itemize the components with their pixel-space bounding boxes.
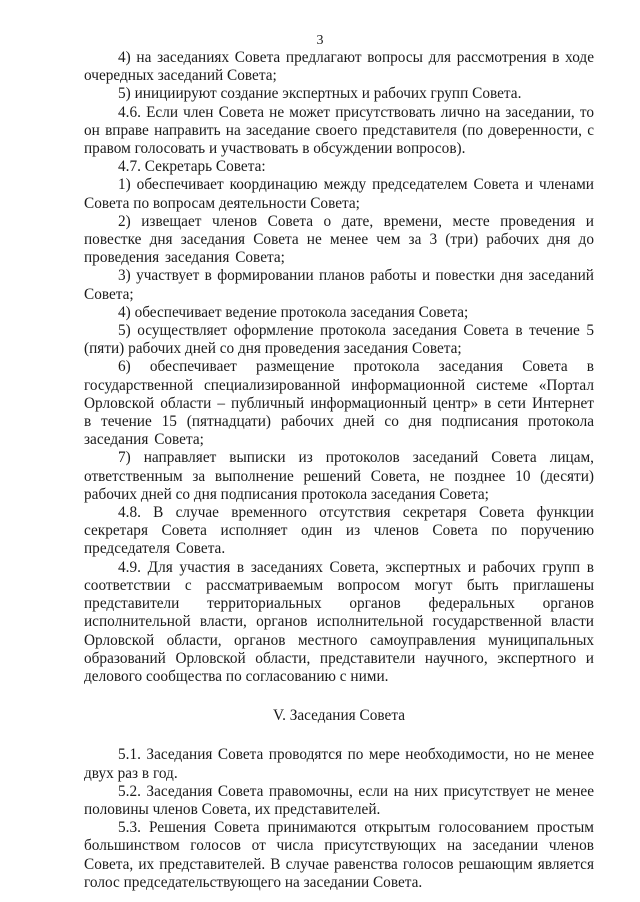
clause-4-6: 4.6. Если член Совета не может присутствовать лично на заседании, то он вправе направить на заседание своего представителя (по доверенности, с правом голосовать и участвовать в обсуждении вопросов). (84, 103, 594, 158)
secretary-duty-3: 3) участвует в формировании планов работы и повестки дня заседаний Совета; (84, 267, 594, 303)
clause-5-1: 5.1. Заседания Совета проводятся по мере необходимости, но не менее двух раз в год. (84, 746, 594, 782)
section-heading: V. Заседания Совета (273, 707, 405, 725)
secretary-duty-2: 2) извещает членов Совета о дате, времени, месте проведения и повестке дня заседания Совета не менее чем за 3 (три) рабочих дня до проведения заседания Совета; (84, 212, 594, 267)
page-number: 3 (316, 33, 324, 48)
clause-4-9: 4.9. Для участия в заседаниях Совета, экспертных и рабочих групп в соответствии с рассматриваемым вопросом могут быть приглашены представители территориальных органов федеральных органов исполнительной власти, органов исполнительной государственной власти Орловской области, органов местного самоуправления муниципальных образований Орловской области, представители научного, экспертного и делового сообщества по согласованию с ними. (84, 558, 594, 685)
secretary-duty-1: 1) обеспечивает координацию между председателем Совета и членами Совета по вопросам деятельности Совета; (84, 176, 594, 212)
document-body (84, 49, 594, 892)
clause-4-7: 4.7. Секретарь Совета: (118, 158, 266, 176)
secretary-duty-4: 4) обеспечивает ведение протокола заседания Совета; (118, 303, 469, 321)
paragraph-4-4: 4) на заседаниях Совета предлагают вопросы для рассмотрения в ходе очередных заседаний Совета; (84, 49, 594, 85)
secretary-duty-6: 6) обеспечивает размещение протокола заседания Совета в государственной специализированной информационной системе «Портал Орловской области – публичный информационный центр» в сети Интернет в течение 15 (пятнадцати) рабочих дней со дня подписания протокола заседания Совета; (84, 358, 594, 449)
clause-5-3: 5.3. Решения Совета принимаются открытым голосованием простым большинством голосов от числа присутствующих на заседании членов Совета, их представителей. В случае равенства голосов решающим является голос председательствующего на заседании Совета. (84, 819, 594, 891)
clause-5-2: 5.2. Заседания Совета правомочны, если на них присутствует не менее половины членов Совета, их представителей. (84, 782, 594, 818)
secretary-duty-7: 7) направляет выписки из протоколов заседаний Совета лицам, ответственным за выполнение решений Совета, не позднее 10 (десяти) рабочих дней со дня подписания протокола заседания Совета; (84, 449, 594, 503)
secretary-duty-5: 5) осуществляет оформление протокола заседания Совета в течение 5 (пяти) рабочих дней со дня проведения заседания Совета; (84, 322, 594, 358)
paragraph-4-5: 5) инициируют создание экспертных и рабочих групп Совета. (118, 85, 522, 103)
clause-4-8: 4.8. В случае временного отсутствия секретаря Совета функции секретаря Совета исполняет один из членов Совета по поручению председателя Совета. (84, 504, 594, 558)
